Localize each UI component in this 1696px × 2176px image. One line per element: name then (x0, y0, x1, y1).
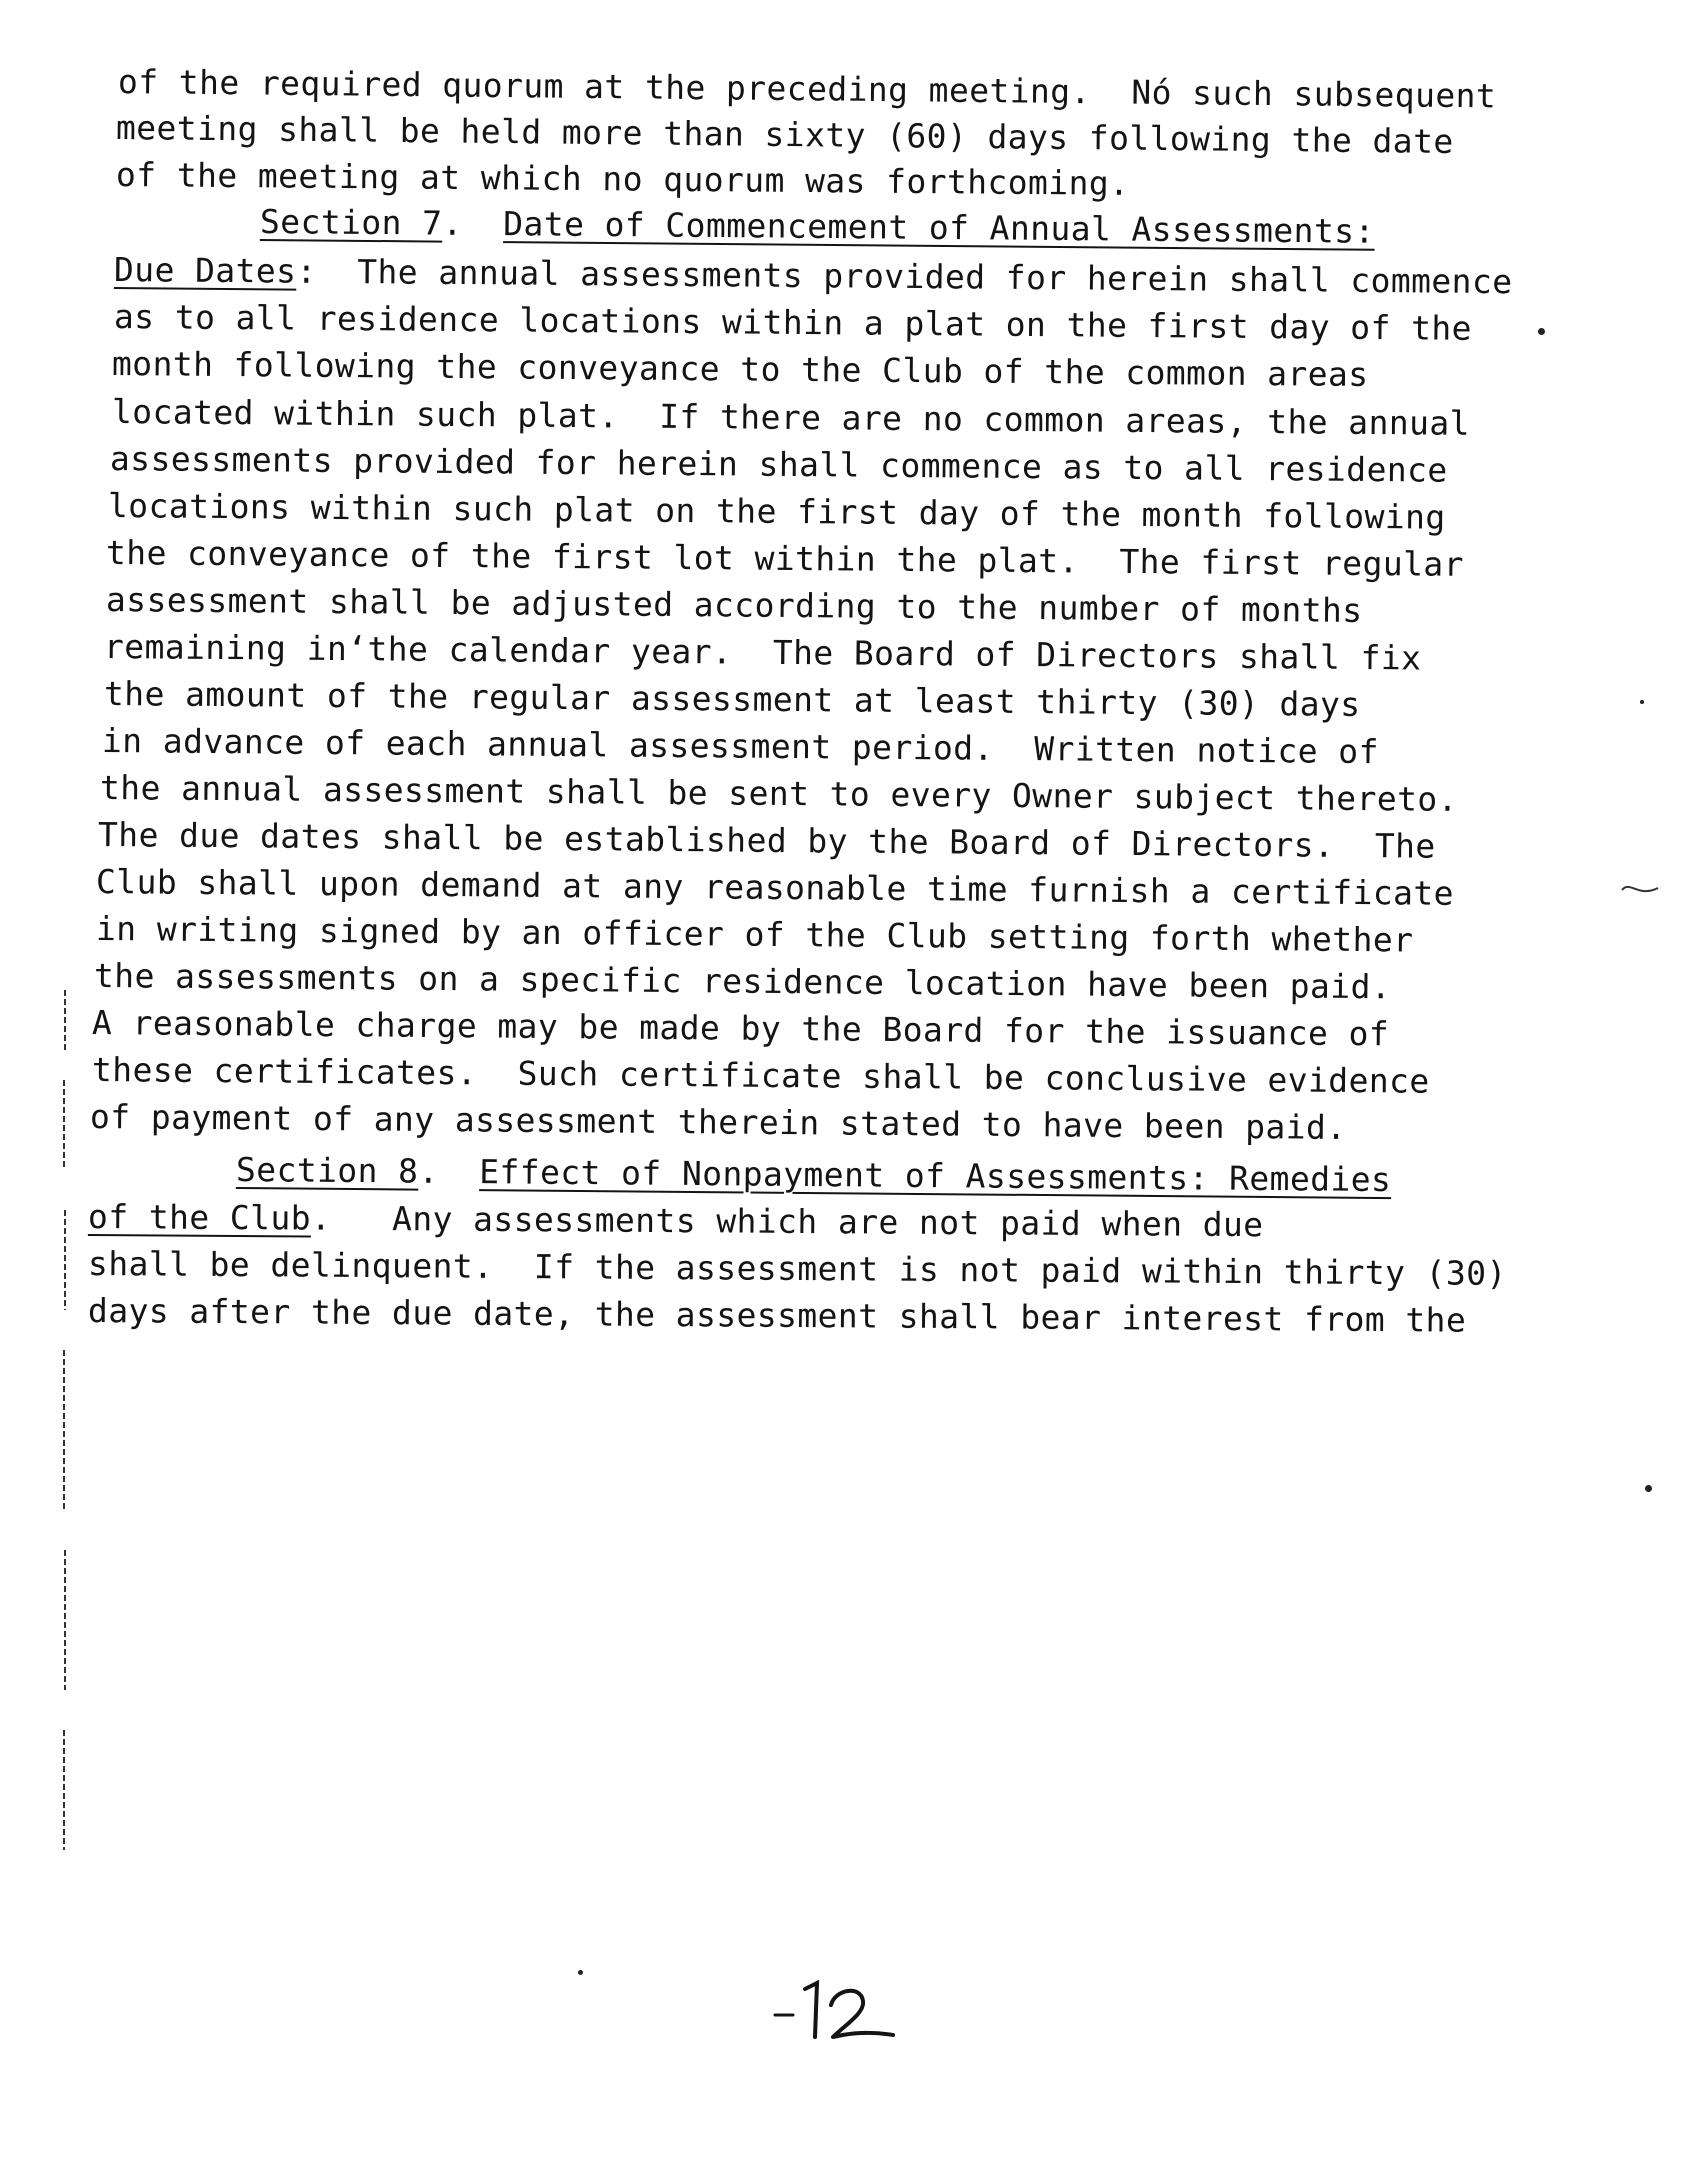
text-line: of the meeting at which no quorum was forthcoming. (115, 155, 1130, 203)
text-line: meeting shall be held more than sixty (60) days following the date (115, 108, 1454, 162)
text-line: the amount of the regular assessment at least thirty (30) days (103, 674, 1361, 724)
text-line: locations within such plat on the first day of the month following (107, 486, 1446, 537)
text-line: the annual assessment shall be sent to every Owner subject thereto. (99, 768, 1459, 819)
text-line: A reasonable charge may be made by the Board for the issuance of (91, 1003, 1390, 1054)
text-line: Club shall upon demand at any reasonable time furnish a certificate (95, 862, 1455, 913)
handwritten-page-number-icon (765, 1975, 915, 2055)
scan-mark-icon (1620, 880, 1660, 900)
text-line: the conveyance of the first lot within the plat. The first regular (105, 533, 1465, 584)
section-8-text: Any assessments which are not paid when due (391, 1199, 1264, 1245)
section-8-label: Section 8 (235, 1150, 419, 1191)
section-7-heading (260, 202, 1375, 252)
text-line: of payment of any assessment therein stated to have been paid. (89, 1097, 1347, 1147)
section-7-period: . (442, 203, 463, 243)
scan-speck (1640, 700, 1644, 704)
text-line: assessments provided for herein shall commence as to all residence (109, 439, 1448, 490)
section-7-label: Section 7 (259, 202, 443, 243)
text-line: assessment shall be adjusted according to the number of months (105, 580, 1363, 630)
text-line: remaining in‘the calendar year. The Board of Directors shall fix (103, 627, 1422, 678)
text-line (88, 1197, 1264, 1245)
section-8-title: Effect of Nonpayment of Assessments: Remedies (479, 1152, 1392, 1200)
section-7-title: Date of Commencement of Annual Assessments: (503, 204, 1375, 251)
of-the-club-label: of the Club (87, 1197, 312, 1238)
text-line: days after the due date, the assessment shall bear interest from the (87, 1291, 1467, 1340)
margin-binding-mark (62, 990, 68, 1850)
of-the-club-period: . (310, 1198, 332, 1238)
text-line: of the required quorum at the preceding meeting. Nó such subsequent (117, 62, 1497, 116)
text-line: in writing signed by an officer of the Club setting forth whether (95, 909, 1414, 960)
text-line: month following the conveyance to the Club of the common areas (111, 344, 1369, 394)
scan-speck (1538, 328, 1545, 335)
section-8-heading (236, 1150, 1392, 1200)
page-number (765, 1975, 915, 2055)
text-line: shall be delinquent. If the assessment is not paid within thirty (30) (87, 1244, 1507, 1293)
text-line: as to all residence locations within a plat on the first day of the (113, 297, 1473, 348)
due-dates-label: Due Dates (113, 250, 297, 291)
text-line: in advance of each annual assessment period. Written notice of (101, 721, 1380, 772)
due-dates-text: The annual assessments provided for herein shall commence (357, 252, 1513, 302)
text-line: The due dates shall be established by the Board of Directors. The (97, 815, 1436, 866)
scan-speck (1645, 1485, 1652, 1492)
text-line: located within such plat. If there are no common areas, the annual (111, 392, 1471, 443)
scan-speck (578, 1970, 583, 1975)
text-line: the assessments on a specific residence location have been paid. (93, 956, 1392, 1007)
due-dates-colon: : (296, 251, 317, 291)
section-8-period: . (418, 1151, 439, 1191)
text-line: these certificates. Such certificate shall be conclusive evidence (91, 1050, 1430, 1101)
text-line (114, 250, 1513, 302)
